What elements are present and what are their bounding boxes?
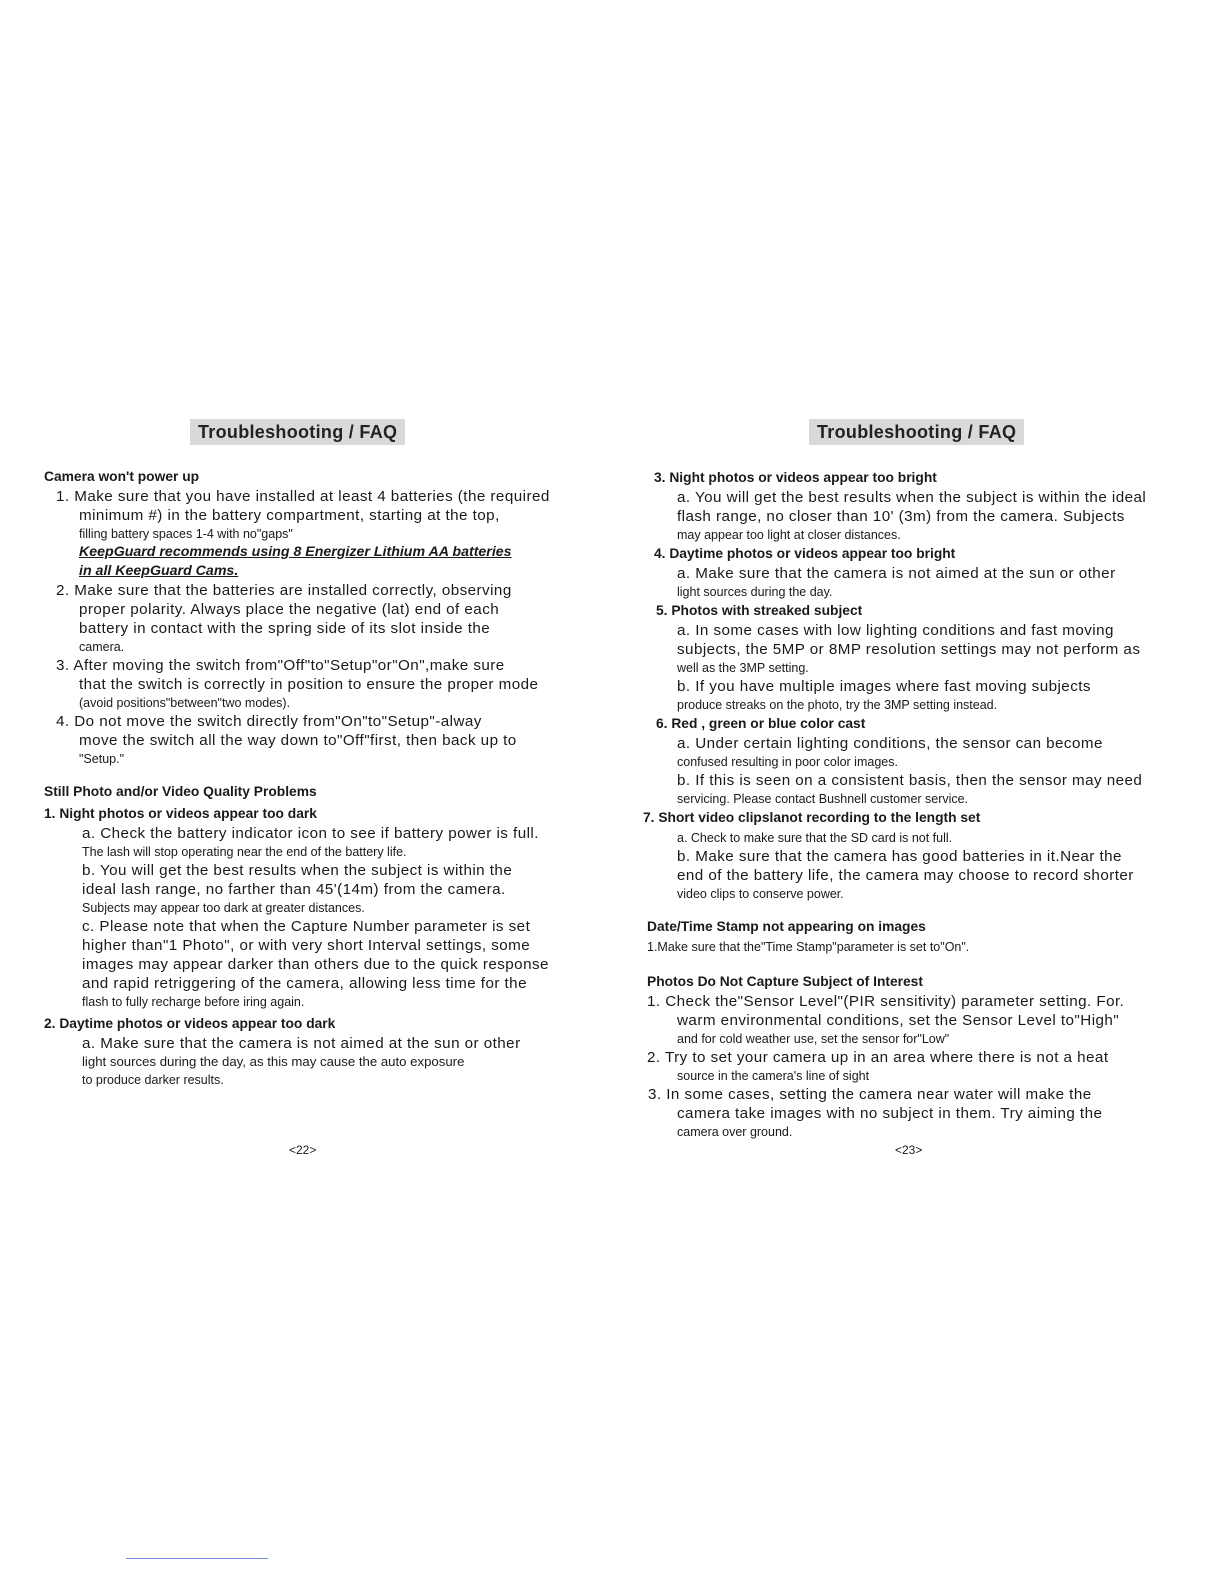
datetime-item-1: 1.Make sure that the"Time Stamp"parameter is set to"On". <box>647 940 970 954</box>
power-item-1-line-1: 1. Make sure that you have installed at least 4 batteries (the required <box>56 488 550 505</box>
power-item-2-line-2: proper polarity. Always place the negative (lat) end of each <box>79 601 500 618</box>
power-item-1-line-3: filling battery spaces 1-4 with no"gaps" <box>79 527 293 541</box>
q7-a-line-1: a. Check to make sure that the SD card is not full. <box>677 831 953 845</box>
daytime-dark-a-line-1: a. Make sure that the camera is not aimed at the sun or other <box>82 1035 521 1052</box>
power-item-3-line-3: (avoid positions"between"two modes). <box>79 696 291 710</box>
power-item-2-line-1: 2. Make sure that the batteries are installed correctly, observing <box>56 582 512 599</box>
daytime-dark-a-line-2: light sources during the day, as this may cause the auto exposure <box>82 1054 465 1069</box>
subject-heading: Photos Do Not Capture Subject of Interest <box>647 974 923 989</box>
page-title: Troubleshooting / FAQ <box>809 419 1024 445</box>
section-heading-quality: Still Photo and/or Video Quality Problems <box>44 784 317 799</box>
q7-heading: 7. Short video clipslanot recording to the length set <box>643 810 981 825</box>
section-heading-power: Camera won't power up <box>44 469 200 484</box>
night-dark-a-line-2: The lash will stop operating near the end of the battery life. <box>82 845 407 859</box>
q5-b-line-1: b. If you have multiple images where fast moving subjects <box>677 678 1091 695</box>
subject-item-3-line-1: 3. In some cases, setting the camera near water will make the <box>648 1086 1092 1103</box>
power-item-2-line-3: battery in contact with the spring side of its slot inside the <box>79 620 491 637</box>
page-title: Troubleshooting / FAQ <box>190 419 405 445</box>
page-number: <22> <box>289 1143 317 1157</box>
q6-a-line-2: confused resulting in poor color images. <box>677 755 898 769</box>
power-item-4-line-1: 4. Do not move the switch directly from"On"to"Setup"-alway <box>56 713 482 730</box>
power-item-4-line-3: "Setup." <box>79 752 125 766</box>
subject-item-3-line-3: camera over ground. <box>677 1125 793 1139</box>
keepguard-note-line-1: KeepGuard recommends using 8 Energizer Lithium AA batteries <box>79 544 512 560</box>
page-number: <23> <box>895 1143 923 1157</box>
subheading-night-dark: 1. Night photos or videos appear too dark <box>44 806 317 821</box>
q7-b-line-3: video clips to conserve power. <box>677 887 844 901</box>
q6-heading: 6. Red , green or blue color cast <box>656 716 866 731</box>
q3-a-line-3: may appear too light at closer distances. <box>677 528 901 542</box>
night-dark-a-line-1: a. Check the battery indicator icon to see if battery power is full. <box>82 825 539 842</box>
datetime-heading: Date/Time Stamp not appearing on images <box>647 919 926 934</box>
subject-item-1-line-1: 1. Check the"Sensor Level"(PIR sensitivity) parameter setting. For. <box>647 993 1125 1010</box>
power-item-1-line-2: minimum #) in the battery compartment, starting at the top, <box>79 507 500 524</box>
left-page-content <box>44 467 574 1089</box>
subject-item-3-line-2: camera take images with no subject in them. Try aiming the <box>677 1105 1103 1122</box>
power-item-3-line-1: 3. After moving the switch from"Off"to"Setup"or"On",make sure <box>56 657 505 674</box>
q4-heading: 4. Daytime photos or videos appear too bright <box>654 546 956 561</box>
q7-b-line-2: end of the battery life, the camera may choose to record shorter <box>677 867 1134 884</box>
q5-b-line-2: produce streaks on the photo, try the 3MP setting instead. <box>677 698 998 712</box>
right-page-content <box>642 467 1202 1141</box>
q6-b-line-2: servicing. Please contact Bushnell customer service. <box>677 792 969 806</box>
daytime-dark-a-line-3: to produce darker results. <box>82 1073 224 1087</box>
subject-item-1-line-2: warm environmental conditions, set the Sensor Level to"High" <box>677 1012 1120 1029</box>
night-dark-b-line-2: ideal lash range, no farther than 45'(14m) from the camera. <box>82 881 506 898</box>
q4-a-line-1: a. Make sure that the camera is not aimed at the sun or other <box>677 565 1116 582</box>
q5-a-line-3: well as the 3MP setting. <box>677 661 809 675</box>
keepguard-note-line-2: in all KeepGuard Cams. <box>79 563 239 579</box>
night-dark-c-line-4: and rapid retriggering of the camera, allowing less time for the <box>82 975 527 992</box>
q5-heading: 5. Photos with streaked subject <box>656 603 863 618</box>
night-dark-c-line-3: images may appear darker than others due to the quick response <box>82 956 549 973</box>
night-dark-b-line-3: Subjects may appear too dark at greater distances. <box>82 901 365 915</box>
q3-a-line-2: flash range, no closer than 10' (3m) from the camera. Subjects <box>677 508 1125 525</box>
night-dark-c-line-2: higher than"1 Photo", or with very short Interval settings, some <box>82 937 531 954</box>
q7-b-line-1: b. Make sure that the camera has good batteries in it.Near the <box>677 848 1122 865</box>
q3-heading: 3. Night photos or videos appear too bright <box>654 470 937 485</box>
q3-a-line-1: a. You will get the best results when the subject is within the ideal <box>677 489 1147 506</box>
power-item-4-line-2: move the switch all the way down to"Off"first, then back up to <box>79 732 517 749</box>
subject-item-2-line-2: source in the camera's line of sight <box>677 1069 870 1083</box>
subject-item-2-line-1: 2. Try to set your camera up in an area where there is not a heat <box>647 1049 1109 1066</box>
night-dark-c-line-5: flash to fully recharge before iring again. <box>82 995 305 1009</box>
footer-rule <box>126 1558 268 1559</box>
night-dark-c-line-1: c. Please note that when the Capture Number parameter is set <box>82 918 531 935</box>
q6-a-line-1: a. Under certain lighting conditions, the sensor can become <box>677 735 1103 752</box>
q5-a-line-2: subjects, the 5MP or 8MP resolution settings may not perform as <box>677 641 1141 658</box>
q4-a-line-2: light sources during the day. <box>677 585 833 599</box>
power-item-2-line-4: camera. <box>79 640 125 654</box>
subject-item-1-line-3: and for cold weather use, set the sensor for"Low" <box>677 1032 950 1046</box>
subheading-daytime-dark: 2. Daytime photos or videos appear too dark <box>44 1016 336 1031</box>
q5-a-line-1: a. In some cases with low lighting conditions and fast moving <box>677 622 1114 639</box>
power-item-3-line-2: that the switch is correctly in position to ensure the proper mode <box>79 676 539 693</box>
q6-b-line-1: b. If this is seen on a consistent basis, then the sensor may need <box>677 772 1143 789</box>
right-page <box>612 0 1224 1584</box>
night-dark-b-line-1: b. You will get the best results when the subject is within the <box>82 862 513 879</box>
